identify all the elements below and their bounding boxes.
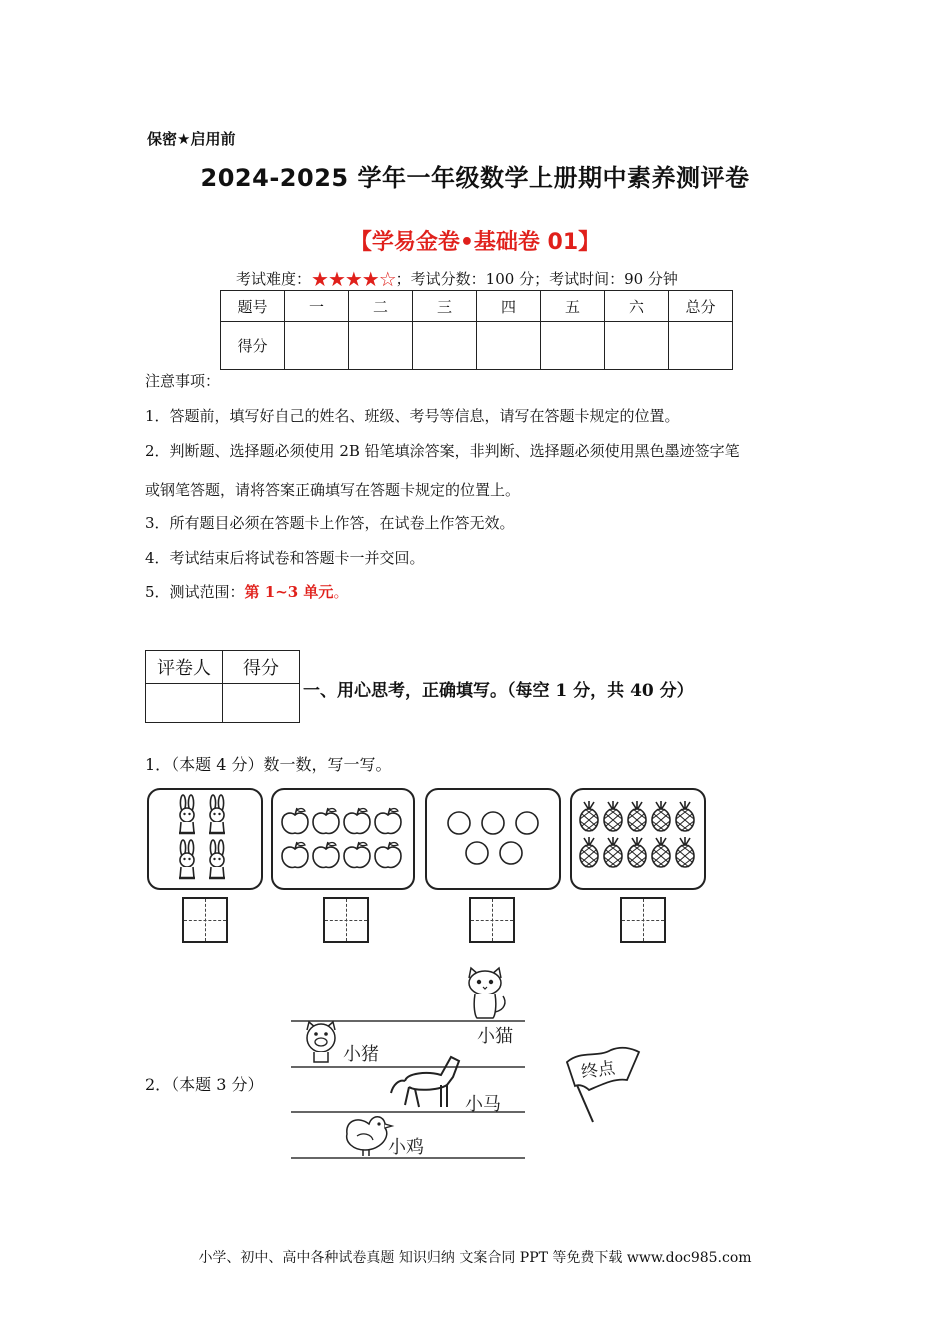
answer-box[interactable] bbox=[182, 897, 228, 943]
score-input-cell[interactable] bbox=[669, 322, 733, 370]
score-input-cell[interactable] bbox=[285, 322, 349, 370]
question-1-text: 1．（本题 4 分）数一数，写一写。 bbox=[145, 755, 392, 774]
score-row-label: 得分 bbox=[221, 322, 285, 370]
finish-label: 终点 bbox=[579, 1058, 617, 1083]
grader-score-cell[interactable] bbox=[223, 684, 300, 723]
score-header-cell: 总分 bbox=[669, 291, 733, 322]
note-item: 2．判断题、选择题必须使用 2B 铅笔填涂答案，非判断、选择题必须使用黑色墨迹签字笔 bbox=[145, 442, 740, 460]
score-header-cell: 二 bbox=[349, 291, 413, 322]
note-item: 1．答题前，填写好自己的姓名、班级、考号等信息，请写在答题卡规定的位置。 bbox=[145, 407, 680, 425]
exam-info bbox=[236, 267, 678, 291]
grader-reviewer-label: 评卷人 bbox=[146, 651, 223, 684]
rabbit-icon bbox=[149, 790, 261, 888]
score-header-cell: 题号 bbox=[221, 291, 285, 322]
apple-card bbox=[271, 788, 415, 890]
score-header-cell: 六 bbox=[605, 291, 669, 322]
race-illustration bbox=[285, 962, 665, 1167]
score-header-cell: 三 bbox=[413, 291, 477, 322]
difficulty-label: 考试难度： bbox=[236, 270, 312, 288]
score-table bbox=[220, 290, 733, 370]
pig-icon bbox=[307, 1022, 335, 1062]
confidential-label: 保密★启用前 bbox=[147, 130, 236, 148]
pineapple-icon bbox=[572, 790, 704, 888]
note-item: 4．考试结束后将试卷和答题卡一并交回。 bbox=[145, 549, 425, 567]
score-header-cell: 一 bbox=[285, 291, 349, 322]
question-2-text: 2．（本题 3 分） bbox=[145, 1075, 264, 1094]
horse-icon bbox=[391, 1057, 459, 1107]
circle-icon bbox=[427, 790, 559, 888]
rabbit-card bbox=[147, 788, 263, 890]
score-header-cell: 五 bbox=[541, 291, 605, 322]
scope-value: 第 1~3 单元 bbox=[244, 583, 334, 601]
note-item: 3．所有题目必须在答题卡上作答，在试卷上作答无效。 bbox=[145, 514, 515, 532]
chick-label: 小鸡 bbox=[388, 1137, 424, 1158]
footer-text: 小学、初中、高中各种试卷真题 知识归纳 文案合同 PPT 等免费下载 www.doc985.com bbox=[198, 1250, 752, 1266]
apple-icon bbox=[273, 790, 413, 888]
score-input-cell[interactable] bbox=[605, 322, 669, 370]
section-title: 一、用心思考，正确填写。（每空 1 分，共 40 分） bbox=[303, 681, 694, 701]
exam-title: 2024-2025 学年一年级数学上册期中素养测评卷 bbox=[200, 164, 750, 192]
score-input-cell[interactable] bbox=[413, 322, 477, 370]
scope-prefix: 5．测试范围： bbox=[145, 583, 245, 601]
cat-label: 小猫 bbox=[477, 1026, 513, 1047]
chick-icon bbox=[347, 1117, 392, 1156]
difficulty-stars-icon: ★★★★☆ bbox=[311, 267, 396, 291]
grader-score-label: 得分 bbox=[223, 651, 300, 684]
note-scope bbox=[145, 585, 348, 600]
exam-subtitle: 【学易金卷•基础卷 01】 bbox=[349, 230, 601, 255]
grader-reviewer-cell[interactable] bbox=[146, 684, 223, 723]
score-header-cell: 四 bbox=[477, 291, 541, 322]
cat-icon bbox=[469, 968, 505, 1018]
pig-label: 小猪 bbox=[343, 1044, 379, 1065]
exam-score-time: ；考试分数：100 分；考试时间：90 分钟 bbox=[395, 270, 678, 288]
horse-label: 小马 bbox=[465, 1094, 501, 1115]
notes-title: 注意事项： bbox=[145, 372, 221, 390]
pineapple-card bbox=[570, 788, 706, 890]
note-item: 或钢笔答题，请将答案正确填写在答题卡规定的位置上。 bbox=[145, 481, 521, 499]
answer-box[interactable] bbox=[469, 897, 515, 943]
circle-card bbox=[425, 788, 561, 890]
answer-box[interactable] bbox=[323, 897, 369, 943]
scope-suffix: 。 bbox=[333, 583, 349, 601]
score-input-cell[interactable] bbox=[349, 322, 413, 370]
score-input-cell[interactable] bbox=[541, 322, 605, 370]
answer-box[interactable] bbox=[620, 897, 666, 943]
score-input-cell[interactable] bbox=[477, 322, 541, 370]
grader-table bbox=[145, 650, 300, 723]
